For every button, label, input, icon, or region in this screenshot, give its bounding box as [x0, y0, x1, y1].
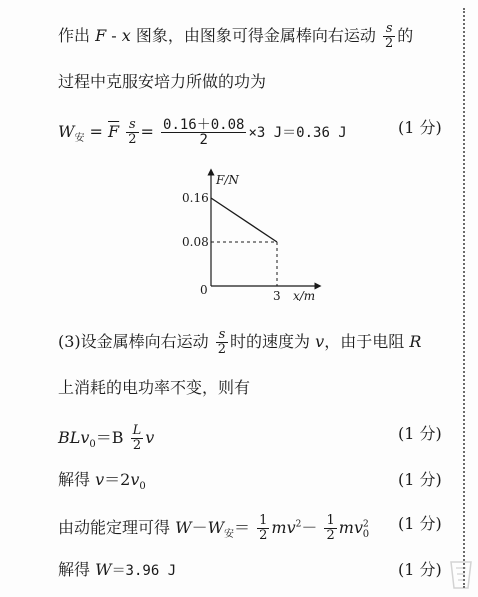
equation-result: 解得 W＝3.96 J: [58, 560, 177, 579]
equation-velocity: 解得 $v=2v_0$: [58, 470, 146, 493]
var-x: x: [121, 26, 131, 45]
text: 的: [397, 26, 414, 45]
y-tick-label-0.16: 0.16: [182, 191, 209, 205]
score-label: (1 分): [398, 424, 442, 443]
fraction-sum-over-2: $\frac{0.16+0.08}{2}$: [163, 117, 245, 148]
origin-label: 0: [200, 283, 208, 297]
score-label: (1 分): [398, 560, 442, 579]
fraction-L-over-2: $\frac{L}{2}$: [132, 423, 142, 453]
y-tick-label-0.08: 0.08: [182, 235, 209, 249]
score-label: (1 分): [398, 118, 442, 137]
equation-energy: 由动能定理可得 $W-W_安=$ $\frac{1}{2}$ $mv^2-$ $\frac{1}{2}$ $mv^2_0$: [58, 513, 370, 543]
force-displacement-graph: [178, 166, 328, 306]
score-label: (1 分): [398, 470, 442, 489]
fraction-1-over-2: $\frac{1}{2}$: [326, 513, 335, 543]
x-axis-label: x/m: [293, 289, 316, 303]
corner-watermark-icon: [448, 558, 474, 592]
text-line-4: (3)设金属棒向右运动 $\frac{s}{2}$ 时的速度为 v，由于电阻 R: [58, 327, 422, 357]
text: 图象，由图象可得金属棒向右运动: [130, 26, 376, 45]
x-tick-label-3: 3: [273, 289, 281, 303]
fraction-s-over-2: $\frac{s}{2}$: [217, 327, 227, 357]
y-axis-label: F/N: [216, 173, 239, 187]
score-label: (1 分): [398, 514, 442, 533]
equation-work: $W_安 = \overline{F}$ $\frac{s}{2}$ = $\frac{0.16+0.08}{2}$ ×3 J＝0.36 J: [58, 117, 347, 148]
dash: -: [106, 26, 122, 45]
equation-power: BLv$_0$＝B $\frac{L}{2}$ v: [58, 423, 155, 453]
graph-marks: [211, 198, 277, 286]
fraction-1-over-2: $\frac{1}{2}$: [259, 513, 268, 543]
fraction-s-over-2: $\frac{s}{2}$: [385, 21, 394, 51]
force-line-segment: [211, 198, 277, 242]
text: 作出: [58, 26, 91, 45]
text-line-5: 上消耗的电功率不变，则有: [58, 378, 251, 397]
margin-dotted-line: [463, 8, 465, 588]
fraction-s-over-2: $\frac{s}{2}$: [128, 117, 137, 147]
text-line-1: [58, 22, 413, 51]
text-line-2: 过程中克服安培力所做的功为: [58, 72, 267, 91]
var-F: F: [95, 26, 107, 45]
